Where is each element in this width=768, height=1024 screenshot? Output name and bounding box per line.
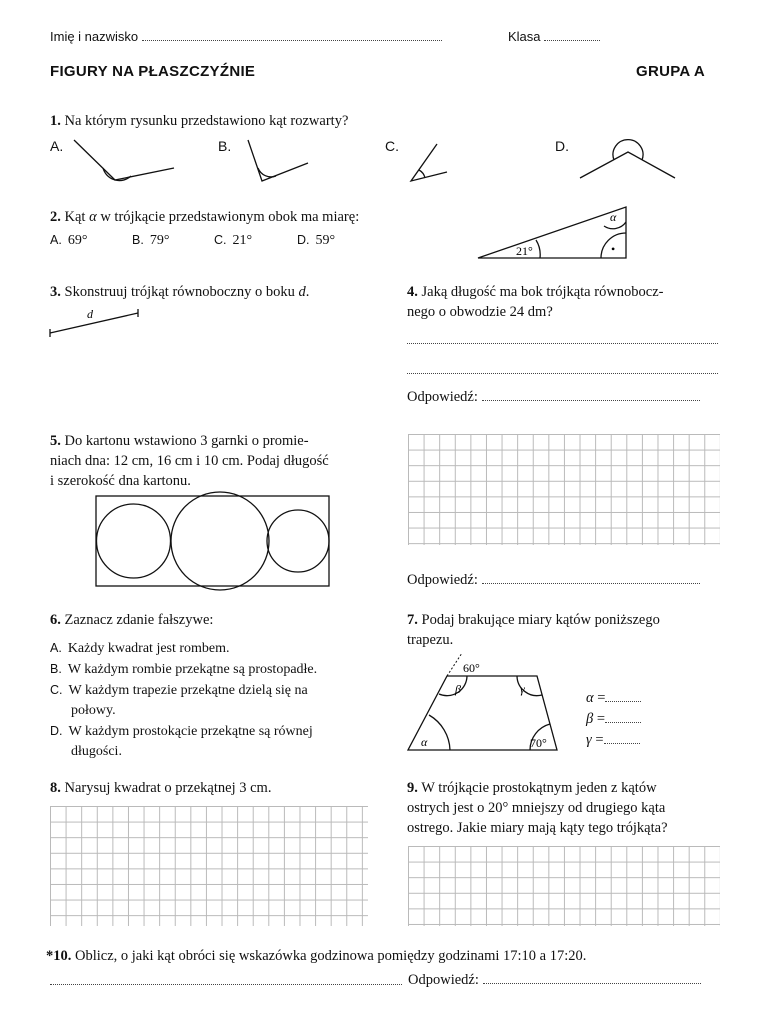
page-title: FIGURY NA PŁASZCZYŹNIE	[50, 63, 256, 80]
q6-option-d-cont: długości.	[71, 744, 122, 759]
question-10	[46, 946, 586, 966]
question-4-text-1: Jaką długość ma bok trójkąta równobocz-	[421, 284, 664, 300]
question-2-alpha: α	[89, 209, 97, 225]
name-label: Imię i nazwisko	[50, 29, 139, 44]
q2-right-angle-dot: •	[611, 242, 616, 256]
q7-answer-beta-eq: =	[596, 711, 606, 727]
q7-answer-alpha-eq: =	[597, 690, 606, 706]
question-4-text-2: nego o obwodzie 24 dm?	[407, 304, 553, 320]
question-9	[407, 778, 668, 838]
q1-option-c: C.	[385, 138, 399, 154]
q7-answer-beta	[586, 709, 641, 730]
question-2-text-after: w trójkącie przedstawionym obok ma miarę:	[96, 209, 360, 225]
q6-option-d-letter: D.	[50, 724, 63, 738]
q7-angle-70: 70°	[530, 736, 547, 750]
q6-option-c-text: W każdym trapezie przekątne dzielą się na	[68, 683, 308, 698]
q6-option-a-letter: A.	[50, 641, 62, 655]
q7-gamma-label: γ	[520, 682, 525, 696]
question-5-number: 5.	[50, 433, 61, 449]
question-9-text-3: ostrego. Jakie miary mają kąty tego trójkąta?	[407, 820, 668, 836]
question-7-text-2: trapezu.	[407, 632, 454, 648]
q7-answer-alpha	[586, 688, 641, 709]
class-label: Klasa	[508, 29, 541, 44]
question-5-text-2: niach dna: 12 cm, 16 cm i 10 cm. Podaj długość	[50, 453, 329, 469]
q7-answer-gamma-line	[604, 731, 640, 744]
q7-answer-gamma-symbol: γ	[586, 732, 592, 748]
q2-alpha-label: α	[610, 210, 617, 224]
question-7-number: 7.	[407, 612, 418, 628]
question-9-text-1: W trójkącie prostokątnym jeden z kątów	[421, 780, 657, 796]
question-6-text: Zaznacz zdanie fałszywe:	[64, 612, 214, 628]
q10-answer-label: Odpowiedź:	[408, 972, 479, 988]
question-9-text-2: ostrych jest o 20° mniejszy od drugiego kąta	[407, 800, 666, 816]
question-4-number: 4.	[407, 284, 418, 300]
q6-option-b-text: W każdym rombie przekątne są prostopadłe.	[67, 662, 318, 677]
q2-option-c-value: 21°	[232, 233, 253, 248]
q7-answer-alpha-symbol: α	[586, 690, 594, 706]
question-6-number: 6.	[50, 612, 61, 628]
question-9-number: 9.	[407, 780, 418, 796]
question-1-text: Na którym rysunku przedstawiono kąt rozwarty?	[64, 113, 349, 129]
question-8-text: Narysuj kwadrat o przekątnej 3 cm.	[64, 780, 272, 796]
q2-option-b-value: 79°	[149, 233, 170, 248]
question-3-var: d	[298, 284, 306, 300]
q1-option-b: B.	[218, 138, 232, 154]
q2-option-b-letter: B.	[132, 233, 144, 247]
q2-angle-21: 21°	[516, 244, 533, 258]
q6-option-c-letter: C.	[50, 683, 63, 697]
q7-angle-60: 60°	[463, 661, 480, 675]
question-3-end: .	[305, 284, 310, 300]
q10-answer	[408, 970, 701, 990]
q8-grid	[50, 806, 368, 926]
question-3-number: 3.	[50, 284, 61, 300]
question-2-text-before: Kąt	[64, 209, 90, 225]
question-10-text: Oblicz, o jaki kąt obróci się wskazówka godzinowa pomiędzy godzinami 17:10 a 17:20.	[75, 948, 587, 964]
question-7-text-1: Podaj brakujące miary kątów poniższego	[421, 612, 660, 628]
q7-alpha-label: α	[421, 735, 428, 749]
group-label: GRUPA A	[636, 63, 706, 80]
q9-grid	[408, 846, 720, 926]
q7-answer-beta-line	[605, 710, 641, 723]
q2-option-c-letter: C.	[214, 233, 227, 247]
q7-beta-label: β	[455, 682, 461, 696]
q5-answer-label: Odpowiedź:	[407, 572, 478, 588]
q1-option-d: D.	[555, 138, 569, 154]
q7-answer-gamma	[586, 730, 641, 751]
q1-option-a: A.	[50, 138, 64, 154]
q6-option-d-text: W każdym prostokącie przekątne są równej	[68, 724, 313, 739]
q3-segment-label: d	[87, 307, 93, 321]
q4-answer-label: Odpowiedź:	[407, 389, 478, 405]
q6-option-c-cont: połowy.	[71, 703, 116, 718]
question-5-text-3: i szerokość dna kartonu.	[50, 473, 191, 489]
q10-work-line	[50, 972, 402, 985]
q7-answer-gamma-eq: =	[595, 732, 604, 748]
question-9-line-1	[407, 778, 668, 798]
q7-answers	[586, 688, 641, 751]
q6-option-b-letter: B.	[50, 662, 62, 676]
question-1-number: 1.	[50, 113, 61, 129]
q10-answer-line	[483, 971, 701, 984]
question-8-number: 8.	[50, 780, 61, 796]
q2-option-a-letter: A.	[50, 233, 62, 247]
q7-answer-beta-symbol: β	[586, 711, 594, 727]
question-8	[50, 778, 271, 798]
q2-option-d-value: 59°	[315, 233, 336, 248]
question-2-number: 2.	[50, 209, 61, 225]
q2-option-a-value: 69°	[67, 233, 88, 248]
question-3-text: Skonstruuj trójkąt równoboczny o boku	[64, 284, 299, 300]
q6-option-a-text: Każdy kwadrat jest rombem.	[67, 641, 230, 656]
q2-option-d-letter: D.	[297, 233, 310, 247]
q7-answer-alpha-line	[605, 689, 641, 702]
question-5-text-1: Do kartonu wstawiono 3 garnki o promie-	[64, 433, 309, 449]
question-10-number: *10.	[46, 948, 72, 964]
